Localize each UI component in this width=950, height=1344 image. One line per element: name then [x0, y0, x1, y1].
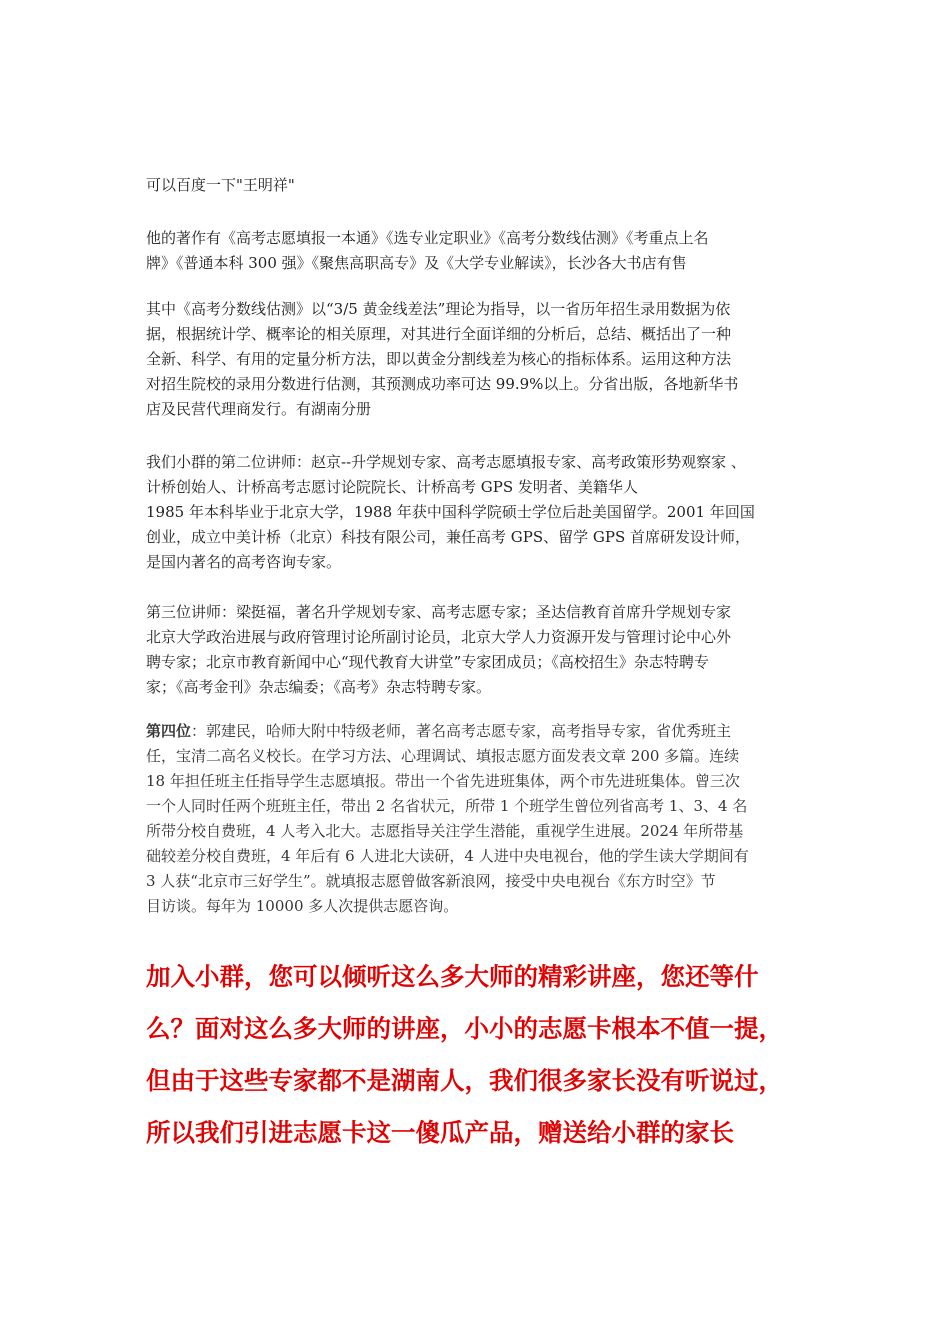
text-line: 目访谈。每年为 10000 多人次提供志愿咨询。	[146, 897, 459, 915]
paragraph-book-description	[146, 297, 814, 422]
text-line: 18 年担任班主任指导学生志愿填报。带出一个省先进班集体，两个市先进班集体。曾三次	[146, 772, 740, 790]
text-line: 任，宝清二高名义校长。在学习方法、心理调试、填报志愿方面发表文章 200 多篇。连续	[146, 747, 740, 765]
text-line: 计桥创始人、计桥高考志愿讨论院院长、计桥高考 GPS 发明者、美籍华人	[146, 478, 638, 496]
paragraph-fourth-lecturer	[146, 719, 814, 919]
text-line: 3 人获“北京市三好学生”。就填报志愿曾做客新浪网，接受中央电视台《东方时空》节	[146, 872, 716, 890]
fourth-lecturer-intro: ：郭建民，哈师大附中特级老师，著名高考志愿专家，高考指导专家，省优秀班主	[191, 722, 732, 740]
call-to-action	[146, 951, 826, 1159]
text-line: 他的著作有《高考志愿填报一本通》《选专业定职业》《高考分数线估测》《考重点上名	[146, 229, 709, 247]
text-line: 对招生院校的录用分数进行估测，其预测成功率可达 99.9%以上。分省出版，各地新华书	[146, 375, 739, 393]
paragraph-third-lecturer	[146, 600, 814, 700]
fourth-lecturer-heading: 第四位	[146, 722, 192, 740]
text-line: 据，根据统计学、概率论的相关原理，对其进行全面详细的分析后，总结、概括出了一种	[146, 325, 732, 343]
text-line: 我们小群的第二位讲师：赵京--升学规划专家、高考志愿填报专家、高考政策形势观察家 、	[146, 453, 746, 471]
text-line: 可以百度一下"王明祥"	[146, 176, 295, 194]
paragraph-publications	[146, 226, 814, 276]
text-line: 牌》《普通本科 300 强》《聚焦高职高专》及《大学专业解读》，长沙各大书店有售	[146, 254, 687, 272]
text-line: 创业，成立中美计桥（北京）科技有限公司，兼任高考 GPS、留学 GPS 首席研发设计师，	[146, 528, 751, 546]
text-line: 是国内著名的高考咨询专家。	[146, 553, 342, 571]
text-line: 全新、科学、有用的定量分析方法，即以黄金分割线差为核心的指标体系。运用这种方法	[146, 350, 732, 368]
text-line	[146, 719, 814, 744]
text-line: 其中《高考分数线估测》以“3/5 黄金线差法”理论为指导，以一省历年招生录用数据为依	[146, 300, 731, 318]
cta-line: 么？面对这么多大师的讲座，小小的志愿卡根本不值一提，	[146, 1014, 783, 1043]
text-line: 北京大学政治进展与政府管理讨论所副讨论员，北京大学人力资源开发与管理讨论中心外	[146, 628, 732, 646]
paragraph-second-lecturer	[146, 450, 814, 575]
cta-line: 加入小群，您可以倾听这么多大师的精彩讲座，您还等什	[146, 962, 759, 991]
text-line: 一个人同时任两个班班主任，带出 2 名省状元，所带 1 个班学生曾位列省高考 1、3、4 名	[146, 797, 748, 815]
text-line: 店及民营代理商发行。有湖南分册	[146, 400, 372, 418]
text-line: 所带分校自费班，4 人考入北大。志愿指导关注学生潜能，重视学生进展。2024 年所带基	[146, 822, 744, 840]
text-line: 聘专家；北京市教育新闻中心“现代教育大讲堂”专家团成员；《高校招生》杂志特聘专	[146, 653, 709, 671]
paragraph-search-hint	[146, 173, 814, 198]
cta-line: 但由于这些专家都不是湖南人，我们很多家长没有听说过，	[146, 1066, 783, 1095]
text-line: 1985 年本科毕业于北京大学，1988 年获中国科学院硕士学位后赴美国留学。2001 年回国	[146, 503, 755, 521]
text-line: 第三位讲师：梁挺福，著名升学规划专家、高考志愿专家；圣达信教育首席升学规划专家	[146, 603, 732, 621]
cta-line: 所以我们引进志愿卡这一傻瓜产品，赠送给小群的家长	[146, 1118, 734, 1147]
text-line: 础较差分校自费班，4 年后有 6 人进北大读研，4 人进中央电视台，他的学生读大学期间有	[146, 847, 749, 865]
text-line: 家；《高考金刊》杂志编委；《高考》杂志特聘专家。	[146, 678, 492, 696]
